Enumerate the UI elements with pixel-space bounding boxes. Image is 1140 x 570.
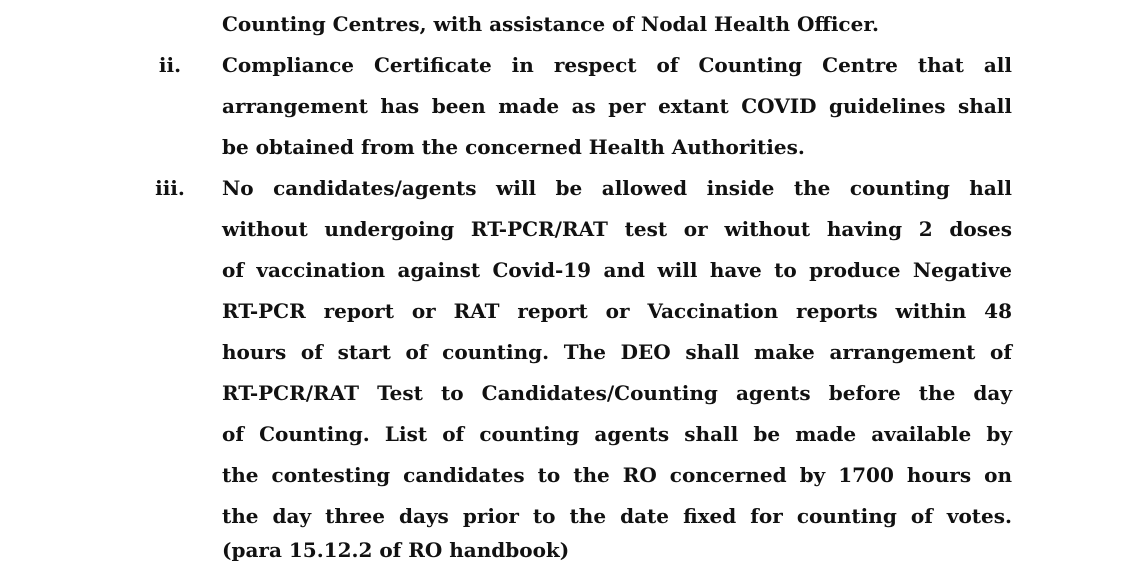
item-iii-line-10: (para 15.12.2 of RO handbook) [222,538,570,562]
item-marker-iii: iii. [155,176,185,200]
item-iii-line-8: the contesting candidates to the RO concerned by 1700 hours on [222,463,1012,487]
item-ii-line-2: arrangement has been made as per extant COVID guidelines shall [222,94,1012,118]
item-iii-line-2: without undergoing RT-PCR/RAT test or without having 2 doses [222,217,1012,241]
item-iii-line-6: RT-PCR/RAT Test to Candidates/Counting agents before the day [222,381,1012,405]
item-marker-ii: ii. [158,53,182,77]
item-ii-line-1: Compliance Certificate in respect of Counting Centre that all [222,53,1012,77]
item-iii-line-9: the day three days prior to the date fixed for counting of votes. [222,504,1012,528]
item-iii-line-3: of vaccination against Covid-19 and will have to produce Negative [222,258,1012,282]
continuation-line: Counting Centres, with assistance of Nodal Health Officer. [222,12,879,36]
item-ii-line-3: be obtained from the concerned Health Authorities. [222,135,805,159]
item-iii-line-4: RT-PCR report or RAT report or Vaccination reports within 48 [222,299,1012,323]
item-iii-line-5: hours of start of counting. The DEO shall make arrangement of [222,340,1012,364]
item-iii-line-7: of Counting. List of counting agents shall be made available by [222,422,1012,446]
item-iii-line-1: No candidates/agents will be allowed inside the counting hall [222,176,1012,200]
